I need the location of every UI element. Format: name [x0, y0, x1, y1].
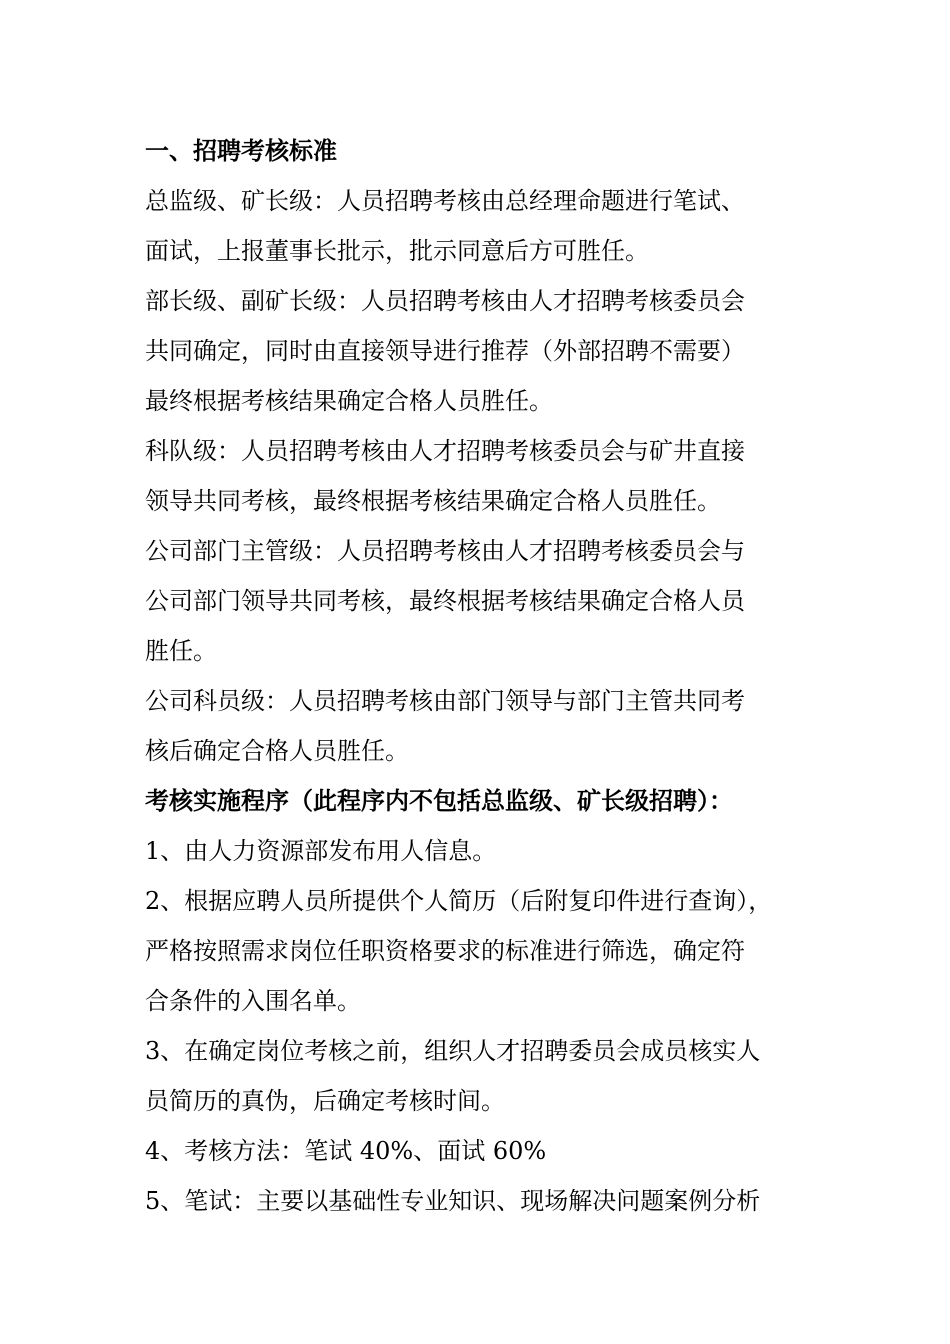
paragraph-line: 领导共同考核，最终根据考核结果确定合格人员胜任。 [145, 487, 721, 515]
procedure-step-line: 2、根据应聘人员所提供个人简历（后附复印件进行查询）， [145, 887, 773, 915]
procedure-step-line: 5、笔试：主要以基础性专业知识、现场解决问题案例分析 [145, 1187, 761, 1215]
paragraph-line: 胜任。 [145, 637, 217, 665]
procedure-step-line: 4、考核方法：笔试 40%、面试 60% [145, 1137, 547, 1165]
procedure-step-line: 3、在确定岗位考核之前，组织人才招聘委员会成员核实人 [145, 1037, 761, 1065]
paragraph-line: 核后确定合格人员胜任。 [145, 737, 409, 765]
procedure-step-line: 员简历的真伪，后确定考核时间。 [145, 1087, 505, 1115]
paragraph-line: 总监级、矿长级：人员招聘考核由总经理命题进行笔试、 [145, 187, 745, 215]
procedure-heading: 考核实施程序（此程序内不包括总监级、矿长级招聘）： [145, 786, 733, 815]
procedure-step-line: 合条件的入围名单。 [145, 987, 361, 1015]
paragraph-line: 部长级、副矿长级：人员招聘考核由人才招聘考核委员会 [145, 287, 745, 315]
document-page [145, 126, 825, 1226]
section-heading: 一、招聘考核标准 [145, 136, 337, 165]
paragraph-line: 面试，上报董事长批示，批示同意后方可胜任。 [145, 237, 649, 265]
paragraph-line: 公司部门主管级：人员招聘考核由人才招聘考核委员会与 [145, 537, 745, 565]
paragraph-line: 公司部门领导共同考核，最终根据考核结果确定合格人员 [145, 587, 745, 615]
paragraph-line: 最终根据考核结果确定合格人员胜任。 [145, 387, 553, 415]
paragraph-line: 公司科员级：人员招聘考核由部门领导与部门主管共同考 [145, 687, 745, 715]
paragraph-line: 共同确定，同时由直接领导进行推荐（外部招聘不需要） [145, 337, 745, 365]
procedure-step-line: 严格按照需求岗位任职资格要求的标准进行筛选，确定符 [145, 937, 745, 965]
procedure-step-line: 1、由人力资源部发布用人信息。 [145, 837, 497, 865]
paragraph-line: 科队级：人员招聘考核由人才招聘考核委员会与矿井直接 [145, 437, 745, 465]
